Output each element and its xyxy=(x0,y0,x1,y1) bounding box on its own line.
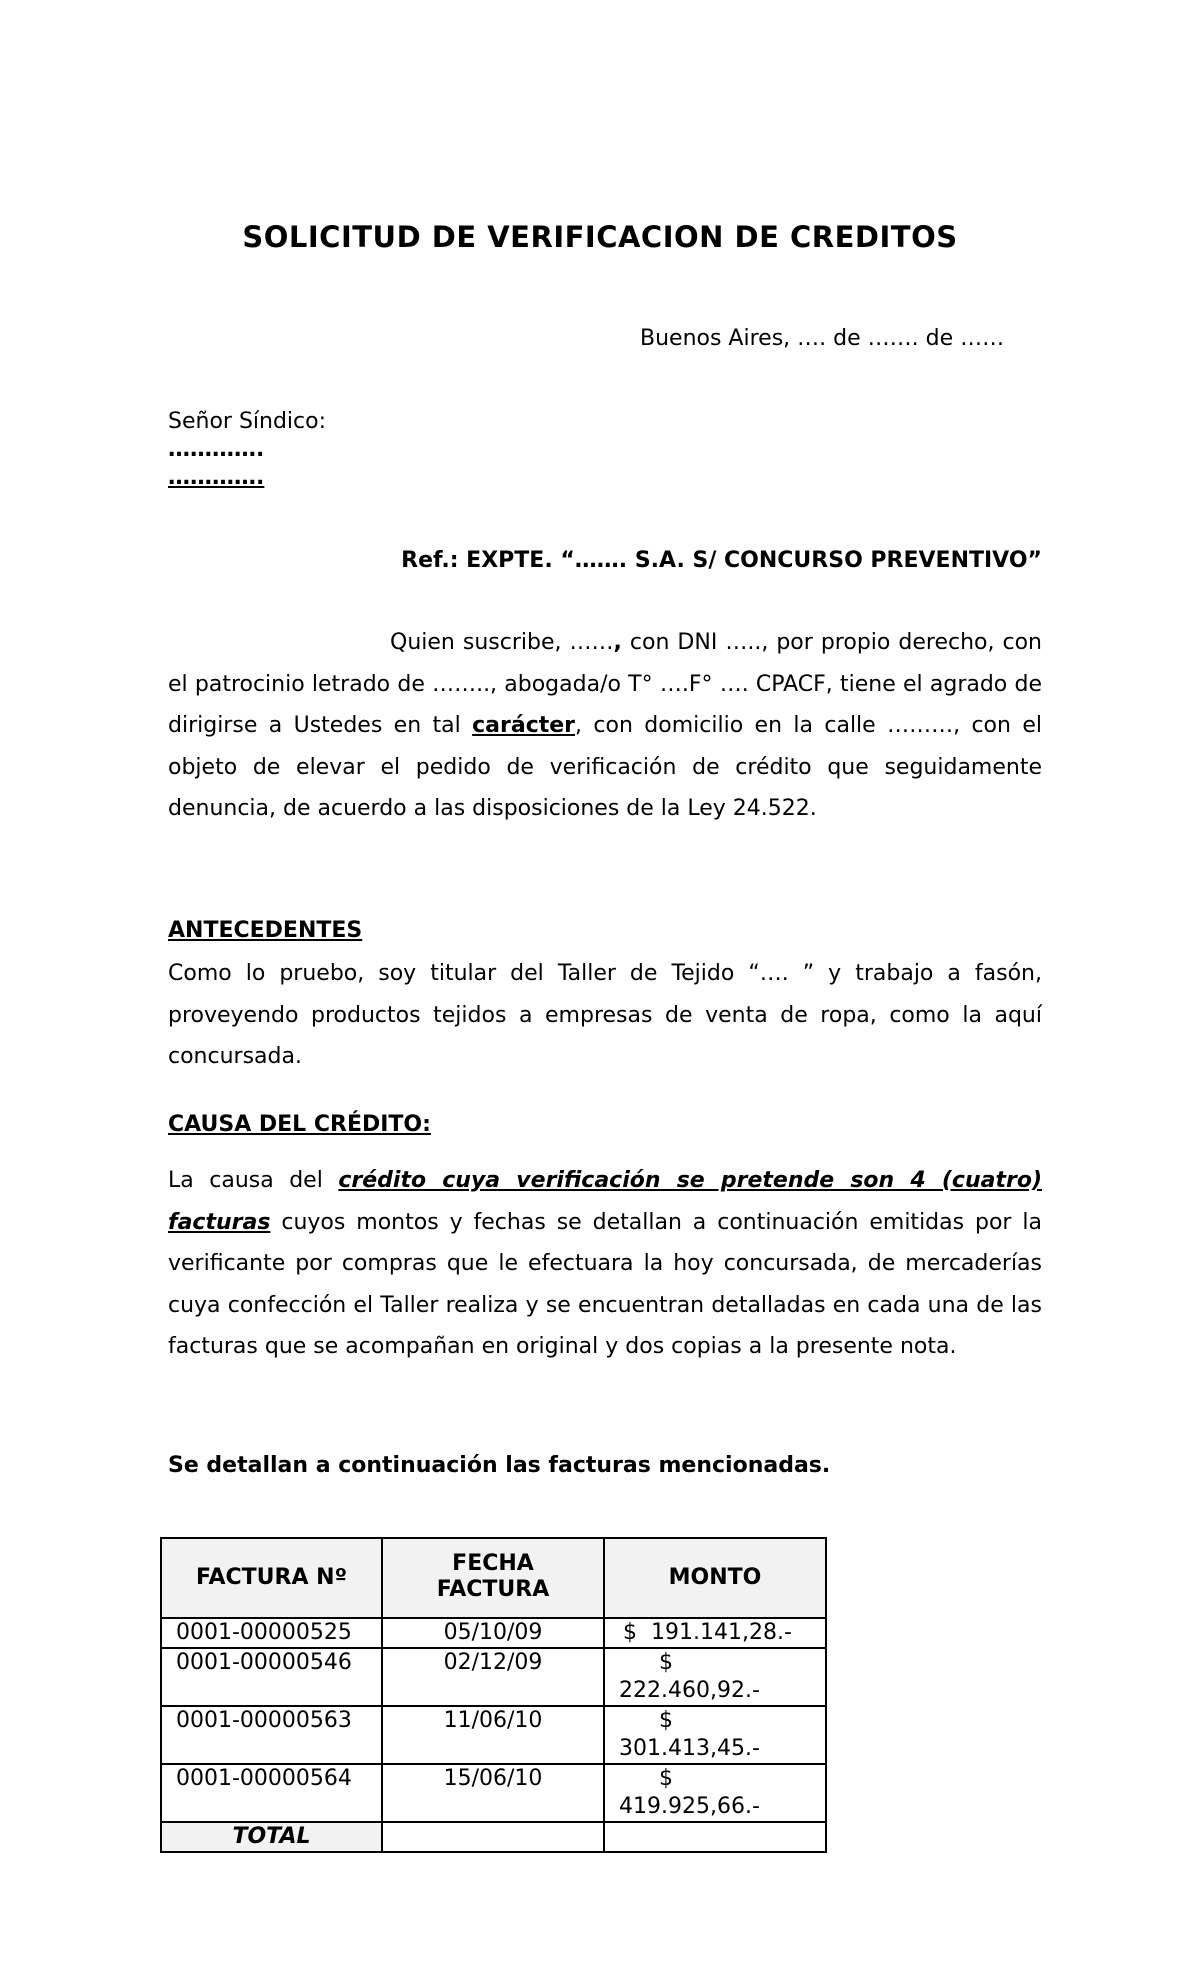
cell-factura: 0001-00000564 xyxy=(161,1764,382,1822)
header-monto: MONTO xyxy=(604,1538,826,1618)
cell-factura: 0001-00000546 xyxy=(161,1648,382,1706)
intro-caracter: carácter xyxy=(472,713,576,738)
intro-part-2: con DNI ….., por propio derecho, con el patrocinio letrado de …….., abogada/o T° ….F° …. CPACF, tiene el agrado de dirigirse a Ustedes en tal xyxy=(168,630,1042,738)
detail-line: Se detallan a continuación las facturas mencionadas. xyxy=(168,1453,831,1478)
monto-currency: $ xyxy=(623,1620,637,1645)
intro-part-3: , con domicilio en la calle ………, con el objeto de elevar el pedido de verificación de crédito que seguidamente denuncia, de acuerdo a las disposiciones de la Ley 24.522. xyxy=(168,713,1042,821)
causa-emphasis: crédito cuya verificación se pretende son 4 (cuatro) facturas xyxy=(168,1168,1043,1235)
table-row xyxy=(161,1618,826,1648)
cell-monto xyxy=(604,1764,826,1822)
addressee-line-2: …………. xyxy=(168,465,265,490)
header-fecha: FECHA FACTURA xyxy=(382,1538,604,1618)
cell-factura: 0001-00000563 xyxy=(161,1706,382,1764)
cell-monto xyxy=(604,1648,826,1706)
monto-currency: $ xyxy=(659,1766,673,1791)
addressee-block xyxy=(168,408,326,492)
cell-factura: 0001-00000525 xyxy=(161,1618,382,1648)
addressee-line-1: …………. xyxy=(168,437,265,462)
total-fecha-empty xyxy=(382,1822,604,1852)
monto-value: 222.460,92.- xyxy=(619,1678,760,1703)
table-row xyxy=(161,1648,826,1706)
total-monto-empty xyxy=(604,1822,826,1852)
cell-monto xyxy=(604,1706,826,1764)
header-factura: FACTURA Nº xyxy=(161,1538,382,1618)
antecedentes-heading: ANTECEDENTES xyxy=(168,918,363,943)
causa-text: cuyos montos y fechas se detallan a continuación emitidas por la verificante por compras que le efectuara la hoy concursada, de mercaderías cuya confección el Taller realiza y se encuentran detalladas en cada una de las facturas que se acompañan en original y dos copias a la presente nota. xyxy=(168,1209,1042,1359)
table-row xyxy=(161,1764,826,1822)
document-title: SOLICITUD DE VERIFICACION DE CREDITOS xyxy=(242,220,958,254)
facturas-table xyxy=(160,1537,827,1853)
monto-value: 191.141,28.- xyxy=(651,1620,792,1645)
addressee-salutation: Señor Síndico: xyxy=(168,409,327,434)
intro-comma: , xyxy=(613,630,622,655)
monto-value: 301.413,45.- xyxy=(619,1736,760,1761)
causa-heading: CAUSA DEL CRÉDITO: xyxy=(168,1112,431,1137)
monto-currency: $ xyxy=(659,1650,673,1675)
causa-lead: La causa del xyxy=(168,1168,339,1193)
cell-fecha: 05/10/09 xyxy=(382,1618,604,1648)
intro-paragraph xyxy=(168,622,1042,830)
reference-line: Ref.: EXPTE. “……. S.A. S/ CONCURSO PREVENTIVO” xyxy=(401,548,1042,573)
antecedentes-paragraph: Como lo pruebo, soy titular del Taller de Tejido “…. ” y trabajo a fasón, proveyendo productos tejidos a empresas de venta de ropa, como la aquí concursada. xyxy=(168,961,1042,1069)
monto-value: 419.925,66.- xyxy=(619,1794,760,1819)
cell-fecha: 11/06/10 xyxy=(382,1706,604,1764)
table-total-row xyxy=(161,1822,826,1852)
cell-monto xyxy=(604,1618,826,1648)
cell-fecha: 15/06/10 xyxy=(382,1764,604,1822)
table-row xyxy=(161,1706,826,1764)
causa-paragraph xyxy=(168,1160,1042,1368)
intro-part-1: Quien suscribe, …… xyxy=(390,630,614,655)
total-label: TOTAL xyxy=(161,1822,382,1852)
monto-currency: $ xyxy=(659,1708,673,1733)
date-line: Buenos Aires, …. de ……. de …… xyxy=(640,326,1005,351)
table-header-row xyxy=(161,1538,826,1618)
cell-fecha: 02/12/09 xyxy=(382,1648,604,1706)
